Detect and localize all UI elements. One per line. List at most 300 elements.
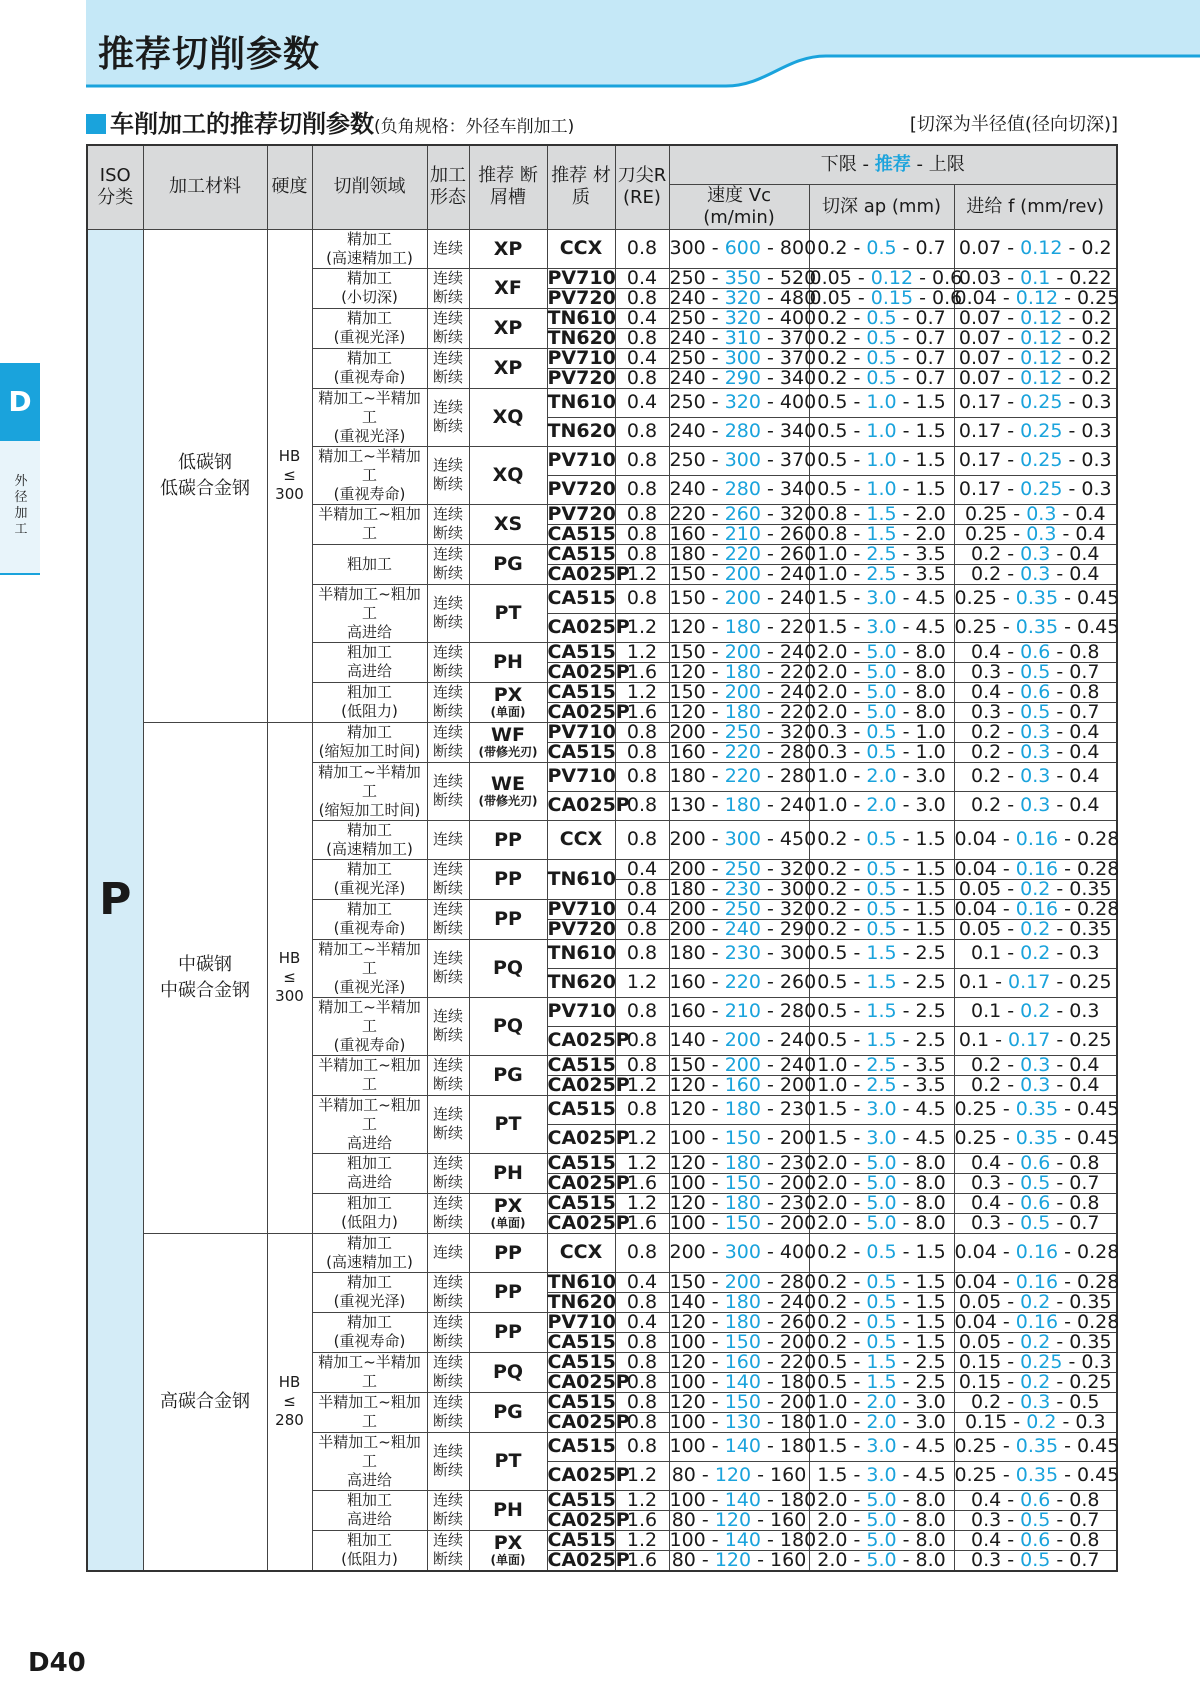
range-max: 0.25	[1077, 286, 1120, 309]
cell-line: 连续	[432, 505, 463, 523]
depth-range-cell: 0.5 - 1.0 - 1.5	[809, 388, 954, 417]
range-recommended: 220	[724, 740, 761, 763]
cell-line: 断续	[432, 791, 463, 809]
range-min: 0.5	[817, 942, 848, 964]
grade-cell: PV720	[547, 286, 616, 309]
speed-range-cell: 200 - 250 - 320	[669, 897, 817, 920]
depth-range-cell: 0.05 - 0.15 - 0.6	[809, 286, 963, 309]
range-max: 340	[779, 420, 817, 442]
range-min: 0.2	[970, 1390, 1002, 1413]
range-recommended: 140	[724, 1370, 761, 1393]
chipbreaker-cell	[469, 229, 547, 268]
feed-range-cell: 0.04 - 0.16 - 0.28	[954, 897, 1120, 920]
range-recommended: 1.5	[866, 502, 897, 525]
depth-range-cell: 2.0 - 5.0 - 8.0	[809, 1193, 954, 1213]
range-max: 220	[779, 700, 817, 723]
range-max: 0.6	[932, 286, 963, 309]
range-max: 280	[779, 1270, 817, 1293]
range-max: 240	[779, 680, 817, 703]
cell-line: 精加工	[346, 349, 392, 367]
range-recommended: 1.5	[866, 1029, 897, 1051]
range-recommended: 0.6	[1020, 680, 1051, 703]
nose-radius-cell: 1.2	[615, 1530, 669, 1550]
cell-line: 连续	[432, 643, 463, 661]
range-max: 220	[779, 616, 817, 638]
nose-radius-cell: 1.2	[615, 1461, 669, 1490]
range-min: 0.2	[970, 542, 1002, 565]
cell-line: 断续	[432, 1124, 463, 1142]
table-row	[87, 229, 1117, 268]
range-max: 320	[779, 857, 817, 880]
cutting-area-cell	[312, 899, 427, 939]
range-min: 200	[669, 917, 706, 940]
grade-cell: CA515	[547, 584, 615, 613]
range-max: 0.4	[1069, 542, 1100, 565]
range-min: 2.0	[817, 1211, 848, 1234]
cell-line: 断续	[432, 613, 463, 631]
cutting-area-cell	[312, 544, 427, 584]
chipbreaker-name: PH	[493, 1499, 523, 1521]
nose-radius-cell: 0.8	[615, 1055, 669, 1075]
range-recommended: 0.2	[1020, 1290, 1051, 1313]
range-min: 0.2	[970, 765, 1002, 787]
grade-cell: TN610	[547, 939, 615, 968]
range-min: 100	[669, 1211, 706, 1234]
feed-range-cell: 0.05 - 0.2 - 0.35	[954, 1292, 1117, 1312]
cell-line: 连续	[432, 1105, 463, 1123]
feed-range-cell: 0.03 - 0.1 - 0.22	[954, 268, 1117, 288]
range-recommended: 300	[724, 346, 761, 369]
chipbreaker-cell	[469, 1392, 547, 1432]
range-max: 0.4	[1069, 740, 1100, 763]
process-form-cell	[427, 504, 469, 544]
range-min: 120	[669, 1350, 706, 1373]
range-recommended: 5.0	[866, 1151, 897, 1174]
cell-line: 断续	[432, 1026, 463, 1044]
range-min: 0.2	[817, 857, 848, 880]
cell-line: 中碳钢	[178, 953, 232, 975]
range-min: 0.2	[817, 306, 848, 329]
range-recommended: 160	[724, 1073, 761, 1096]
range-recommended: 0.3	[1020, 720, 1051, 743]
cell-line: 精加工	[346, 1233, 392, 1252]
range-max: 160	[770, 1508, 807, 1531]
chipbreaker-cell	[469, 1352, 547, 1392]
chipbreaker-name: XQ	[492, 464, 524, 486]
range-min: 120	[669, 1310, 706, 1333]
depth-range-cell: 0.2 - 0.5 - 0.7	[809, 368, 954, 388]
range-min: 0.07	[958, 306, 1002, 329]
range-max: 0.7	[1069, 700, 1100, 723]
range-max: 2.5	[915, 1000, 946, 1022]
range-min: 2.0	[817, 1488, 848, 1511]
range-max: 240	[779, 794, 817, 816]
range-max: 400	[779, 1241, 817, 1263]
nose-radius-cell: 0.8	[615, 722, 669, 742]
grade-cell: CA515	[547, 1191, 616, 1214]
header-area: 切削领域	[312, 145, 427, 229]
process-form-cell	[427, 899, 469, 939]
process-form-cell	[427, 544, 469, 584]
range-min: 1.5	[817, 1127, 848, 1149]
range-recommended: 0.6	[1020, 1528, 1051, 1551]
range-max: 320	[779, 720, 817, 743]
cell-line: (重视光泽)	[333, 1292, 406, 1310]
page-title: 推荐切削参数	[98, 34, 321, 75]
chipbreaker-name: PP	[494, 868, 522, 890]
range-min: 1.5	[817, 1098, 848, 1120]
cell-line: (低阻力)	[341, 702, 398, 720]
range-max: 520	[779, 266, 817, 289]
feed-range-cell: 0.3 - 0.5 - 0.7	[954, 662, 1117, 682]
chipbreaker-name: PQ	[492, 1015, 524, 1037]
cell-line: 断续	[432, 1075, 463, 1093]
range-max: 370	[779, 346, 817, 369]
depth-range-cell: 2.0 - 5.0 - 8.0	[809, 1153, 954, 1173]
speed-range-cell: 180 - 230 - 300	[669, 877, 817, 900]
range-max: 0.45	[1077, 1098, 1120, 1120]
header-feed: 进给 f (mm/rev)	[954, 184, 1117, 229]
range-recommended: 3.0	[866, 616, 897, 638]
chipbreaker-name: XS	[493, 513, 523, 535]
grade-cell: PV710	[547, 997, 615, 1026]
cutting-area-cell	[312, 722, 427, 762]
feed-range-cell: 0.04 - 0.16 - 0.28	[954, 1270, 1120, 1293]
speed-range-cell: 140 - 180 - 240	[669, 1290, 817, 1313]
grade-cell: CA025P	[547, 1370, 630, 1393]
range-recommended: 180	[724, 1151, 761, 1174]
range-recommended: 250	[724, 857, 761, 880]
range-recommended: 0.35	[1015, 1127, 1059, 1149]
speed-range-cell: 240 - 310 - 370	[669, 326, 817, 349]
range-min: 240	[669, 420, 706, 442]
cell-line: ≤	[283, 968, 296, 986]
range-min: 0.2	[970, 794, 1002, 816]
grade-cell: CA025P	[547, 700, 630, 723]
range-min: 0.25	[954, 1435, 997, 1457]
feed-range-cell: 0.4 - 0.6 - 0.8	[954, 682, 1117, 702]
section-title-text: 车削加工的推荐切削参数	[110, 110, 374, 138]
range-max: 8.0	[915, 1508, 946, 1531]
range-min: 0.2	[817, 237, 848, 259]
range-min: 0.2	[970, 740, 1002, 763]
process-form-cell	[427, 682, 469, 722]
chipbreaker-name: PT	[494, 602, 522, 624]
range-min: 0.2	[817, 1270, 848, 1293]
grade-cell: CA515	[547, 1528, 616, 1551]
range-min: 0.2	[817, 917, 848, 940]
range-max: 200	[779, 1127, 817, 1149]
range-min: 120	[669, 1098, 706, 1120]
range-min: 2.0	[817, 700, 848, 723]
range-max: 0.4	[1069, 1053, 1100, 1076]
range-recommended: 2.5	[866, 1053, 897, 1076]
nose-radius-cell: 0.8	[615, 1292, 669, 1312]
chipbreaker-name: XQ	[492, 406, 524, 428]
range-max: 0.35	[1069, 1330, 1112, 1353]
nose-radius-cell: 1.2	[615, 1193, 669, 1213]
depth-range-cell: 1.0 - 2.5 - 3.5	[809, 1075, 954, 1095]
depth-range-cell: 0.5 - 1.0 - 1.5	[809, 417, 954, 446]
range-recommended: 0.25	[1020, 420, 1063, 442]
speed-range-cell: 100 - 150 - 200	[669, 1211, 817, 1234]
grade-cell: CCX	[547, 229, 615, 268]
range-max: 0.25	[1069, 1029, 1112, 1051]
range-max: 0.7	[915, 346, 946, 369]
cell-line: 连续	[432, 1393, 463, 1411]
speed-range-cell: 200 - 300 - 450	[669, 820, 809, 859]
chipbreaker-name: WF	[491, 724, 525, 746]
depth-range-cell: 0.5 - 1.5 - 2.5	[809, 939, 954, 968]
range-max: 260	[779, 522, 817, 545]
cell-line: (重视寿命)	[333, 1332, 406, 1350]
range-min: 0.2	[970, 720, 1002, 743]
feed-range-cell: 0.04 - 0.12 - 0.25	[954, 286, 1120, 309]
range-recommended: 0.25	[1020, 449, 1063, 471]
feed-range-cell: 0.17 - 0.25 - 0.3	[954, 446, 1117, 475]
process-form-cell	[427, 1272, 469, 1312]
range-min: 0.5	[817, 1370, 848, 1393]
range-max: 180	[779, 1488, 817, 1511]
chipbreaker-cell	[469, 642, 547, 682]
nose-radius-cell: 1.2	[615, 613, 669, 642]
cell-line: (重视光泽)	[333, 328, 406, 346]
range-min: 100	[669, 1370, 706, 1393]
header-form: 加工 形态	[427, 145, 469, 229]
range-min: 0.2	[817, 346, 848, 369]
range-recommended: 0.2	[1020, 877, 1051, 900]
range-min: 200	[669, 857, 706, 880]
range-recommended: 0.5	[866, 857, 897, 880]
range-max: 0.3	[1069, 942, 1100, 964]
speed-range-cell: 240 - 320 - 480	[669, 286, 817, 309]
range-min: 0.4	[970, 1191, 1002, 1214]
range-min: 0.17	[958, 420, 1002, 442]
feed-range-cell: 0.25 - 0.35 - 0.45	[954, 1124, 1117, 1153]
range-min: 2.0	[817, 1548, 848, 1571]
range-recommended: 300	[724, 1241, 761, 1263]
depth-range-cell: 1.0 - 2.5 - 3.5	[809, 1055, 954, 1075]
range-max: 0.25	[1069, 971, 1112, 993]
range-max: 0.4	[1069, 562, 1100, 585]
speed-range-cell: 120 - 180 - 260	[669, 1310, 817, 1333]
grade-cell: CA515	[547, 1488, 616, 1511]
depth-range-cell: 1.5 - 3.0 - 4.5	[809, 1461, 954, 1490]
range-recommended: 0.3	[1020, 794, 1051, 816]
cell-line: 半精加工~粗加工	[318, 505, 421, 542]
depth-range-cell: 0.5 - 1.0 - 1.5	[809, 475, 954, 504]
depth-range-cell: 0.2 - 0.5 - 1.5	[809, 820, 954, 859]
range-min: 180	[669, 765, 706, 787]
range-max: 0.4	[1075, 502, 1106, 525]
cell-line: 高进给	[346, 662, 392, 680]
range-min: 120	[669, 1151, 706, 1174]
range-min: 0.05	[809, 266, 852, 289]
header-iso: ISO 分类	[87, 145, 143, 229]
table-row	[87, 1233, 1117, 1272]
range-min: 0.07	[958, 346, 1002, 369]
nose-radius-cell: 0.8	[615, 1372, 669, 1392]
material-cell	[143, 1233, 267, 1571]
range-max: 320	[779, 897, 817, 920]
grade-cell: CA025P	[547, 1211, 630, 1234]
chipbreaker-note: (单面)	[490, 1553, 526, 1567]
cell-line: 连续	[432, 830, 463, 848]
speed-range-cell: 240 - 280 - 340	[669, 475, 809, 504]
range-max: 1.5	[915, 420, 946, 442]
range-max: 200	[779, 1211, 817, 1234]
range-max: 0.8	[1069, 1488, 1100, 1511]
range-max: 8.0	[915, 1191, 946, 1214]
feed-range-cell: 0.04 - 0.16 - 0.28	[954, 820, 1117, 859]
range-min: 0.8	[817, 522, 848, 545]
cell-line: 精加工~半精加工	[318, 1353, 421, 1390]
speed-range-cell: 200 - 250 - 320	[669, 720, 817, 743]
range-max: 0.28	[1077, 857, 1120, 880]
cell-line: 断续	[432, 919, 463, 937]
range-min: 0.2	[817, 1241, 848, 1263]
feed-range-cell: 0.15 - 0.25 - 0.3	[954, 1352, 1117, 1372]
cell-line: 断续	[432, 968, 463, 986]
range-recommended: 290	[724, 366, 761, 389]
range-recommended: 150	[724, 1171, 761, 1194]
range-recommended: 1.5	[866, 1370, 897, 1393]
depth-range-cell: 0.2 - 0.5 - 1.5	[809, 1272, 954, 1292]
range-min: 1.0	[817, 1073, 848, 1096]
range-max: 0.3	[1081, 420, 1112, 442]
cell-line: 断续	[432, 1173, 463, 1191]
cell-line: 连续	[432, 1313, 463, 1331]
header-nose-radius: 刀尖R (RE)	[615, 145, 669, 229]
hardness-cell	[267, 722, 312, 1233]
cell-line: 连续	[432, 1491, 463, 1509]
range-recommended: 0.5	[866, 740, 897, 763]
cell-line: ≤	[283, 466, 296, 484]
cutting-area-cell	[312, 642, 427, 682]
range-max: 0.45	[1077, 587, 1120, 609]
range-min: 1.0	[817, 794, 848, 816]
range-recommended: 0.12	[870, 266, 914, 289]
grade-cell: PV710	[547, 720, 616, 743]
material-cell	[143, 722, 267, 1233]
range-max: 3.0	[915, 794, 946, 816]
range-max: 2.0	[915, 502, 946, 525]
range-min: 0.3	[970, 1171, 1002, 1194]
range-max: 0.2	[1081, 326, 1112, 349]
range-recommended: 0.3	[1026, 502, 1057, 525]
cell-line: 断续	[432, 524, 463, 542]
cell-line: 断续	[432, 1412, 463, 1430]
speed-range-cell: 120 - 180 - 220	[669, 613, 809, 642]
cell-line: 断续	[432, 742, 463, 760]
cell-line: 断续	[432, 1461, 463, 1479]
speed-range-cell: 120 - 150 - 200	[669, 1390, 817, 1413]
range-recommended: 300	[724, 828, 761, 850]
nose-radius-cell: 1.6	[615, 1173, 669, 1193]
cell-line: (重视寿命)	[333, 1035, 406, 1054]
range-recommended: 200	[724, 640, 761, 663]
range-max: 0.6	[932, 266, 963, 289]
chipbreaker-cell	[469, 544, 547, 584]
range-max: 0.3	[1069, 1000, 1100, 1022]
nose-radius-cell: 0.8	[615, 879, 669, 899]
range-recommended: 210	[724, 522, 761, 545]
cell-line: 低碳合金钢	[160, 477, 250, 499]
range-max: 2.5	[915, 1029, 946, 1051]
range-min: 0.25	[964, 522, 1008, 545]
hardness-cell	[267, 229, 312, 722]
cell-line: 半精加工~粗加工	[318, 1432, 421, 1470]
range-recommended: 0.2	[1020, 1370, 1051, 1393]
grade-cell: CA515	[547, 1390, 616, 1413]
chipbreaker-cell	[469, 997, 547, 1055]
range-min: 0.25	[954, 1464, 997, 1486]
cell-line: 精加工	[346, 1273, 392, 1291]
range-max: 1.5	[915, 857, 946, 880]
range-min: 1.0	[817, 562, 848, 585]
chipbreaker-name: PP	[494, 908, 522, 930]
range-recommended: 5.0	[866, 1191, 897, 1214]
range-min: 0.3	[970, 1548, 1002, 1571]
range-max: 0.8	[1069, 640, 1100, 663]
range-min: 0.1	[970, 1000, 1002, 1022]
range-max: 1.0	[915, 740, 946, 763]
range-max: 0.28	[1077, 1310, 1120, 1333]
range-max: 0.2	[1081, 306, 1112, 329]
range-min: 200	[669, 828, 706, 850]
range-recommended: 0.16	[1015, 1241, 1059, 1263]
range-recommended: 0.3	[1026, 522, 1057, 545]
header-range	[669, 145, 1117, 184]
cell-line: 连续	[432, 900, 463, 918]
range-max: 0.28	[1077, 1241, 1120, 1263]
nose-radius-cell: 0.4	[615, 268, 669, 288]
side-tab-letter[interactable]: D	[0, 363, 40, 441]
depth-range-cell: 0.2 - 0.5 - 1.5	[809, 1332, 954, 1352]
range-min: 180	[669, 877, 706, 900]
range-recommended: 0.25	[1020, 1350, 1063, 1373]
range-min: 0.2	[817, 1310, 848, 1333]
depth-range-cell: 1.0 - 2.0 - 3.0	[809, 1412, 954, 1432]
feed-range-cell: 0.07 - 0.12 - 0.2	[954, 308, 1117, 328]
cell-line: 280	[275, 1411, 304, 1429]
range-recommended: 140	[724, 1435, 761, 1457]
range-min: 0.8	[817, 502, 848, 525]
range-min: 120	[669, 1191, 706, 1214]
process-form-cell	[427, 1095, 469, 1153]
range-min: 0.5	[817, 391, 848, 413]
range-min: 2.0	[817, 1191, 848, 1214]
grade-cell: CA515	[547, 1350, 616, 1373]
range-recommended: 140	[724, 1528, 761, 1551]
range-max: 0.7	[915, 306, 946, 329]
range-recommended: 200	[724, 1053, 761, 1076]
cell-line: 粗加工	[346, 554, 392, 573]
range-recommended: 220	[724, 542, 761, 565]
depth-range-cell: 1.5 - 3.0 - 4.5	[809, 1095, 954, 1124]
range-max: 0.35	[1069, 917, 1112, 940]
cell-line: 粗加工	[346, 1531, 392, 1549]
grade-cell: TN620	[547, 417, 615, 446]
range-min: 0.17	[958, 391, 1002, 413]
range-max: 800	[779, 237, 817, 259]
range-max: 0.7	[915, 237, 946, 259]
speed-range-cell: 100 - 150 - 200	[669, 1124, 809, 1153]
chipbreaker-cell	[469, 308, 547, 348]
chipbreaker-note: (单面)	[490, 705, 526, 719]
feed-range-cell: 0.2 - 0.3 - 0.4	[954, 742, 1117, 762]
range-recommended: 5.0	[866, 1171, 897, 1194]
